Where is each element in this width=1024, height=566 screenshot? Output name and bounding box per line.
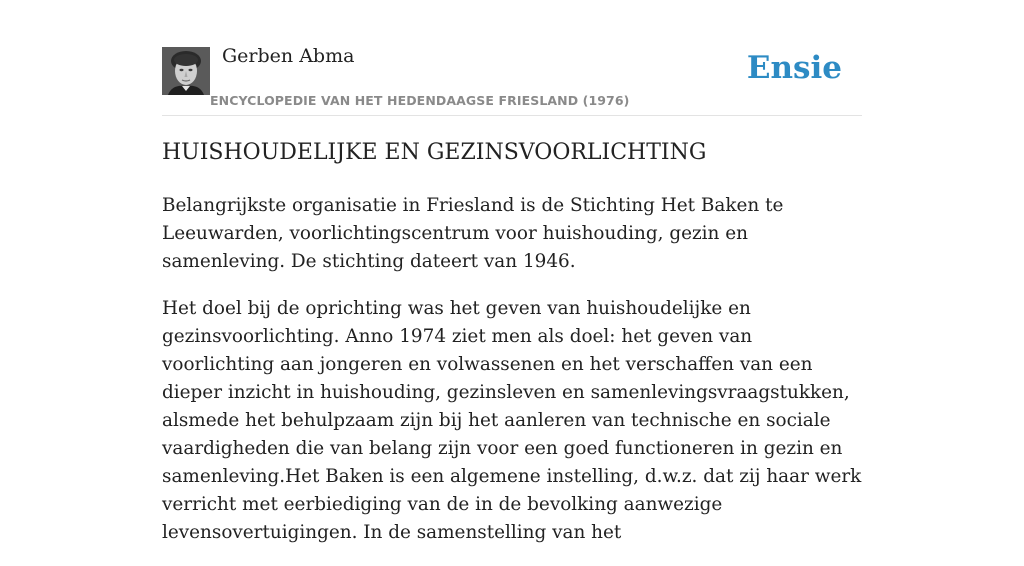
page-title: HUISHOUDELIJKE EN GEZINSVOORLICHTING bbox=[162, 140, 707, 165]
author-name[interactable]: Gerben Abma bbox=[222, 45, 355, 67]
article-page bbox=[162, 0, 862, 543]
ensie-logo[interactable]: Ensie bbox=[746, 50, 842, 86]
paragraph-2: Het doel bij de oprichting was het geven van huishoudelijke en gezinsvoorlichting. Anno 1974 ziet men als doel: het geven van voorlichting aan jongeren en volwassenen en het verschaffen van een dieper inzicht in huishouding, gezinsleven en samenlevingsvraagstukken, alsmede het behulpzaam zijn bij het aanleren van technische en sociale vaardigheden die van belang zijn voor een goed functioneren in gezin en samenleving.Het Baken is een algemene instelling, d.w.z. dat zij haar werk verricht met eerbiediging van de in de bevolking aanwezige levensovertuigingen. In de samenstelling van het bbox=[162, 298, 862, 543]
source-label[interactable]: ENCYCLOPEDIE VAN HET HEDENDAAGSE FRIESLAND (1976) bbox=[210, 93, 630, 108]
paragraph-1: Belangrijkste organisatie in Friesland is de Stichting Het Baken te Leeuwarden, voorlichtingscentrum voor huishouding, gezin en samenleving. De stichting dateert van 1946. bbox=[162, 195, 784, 272]
avatar[interactable] bbox=[162, 47, 210, 95]
article-body bbox=[162, 192, 862, 566]
author-photo-icon bbox=[162, 47, 210, 95]
article-header bbox=[162, 0, 862, 116]
